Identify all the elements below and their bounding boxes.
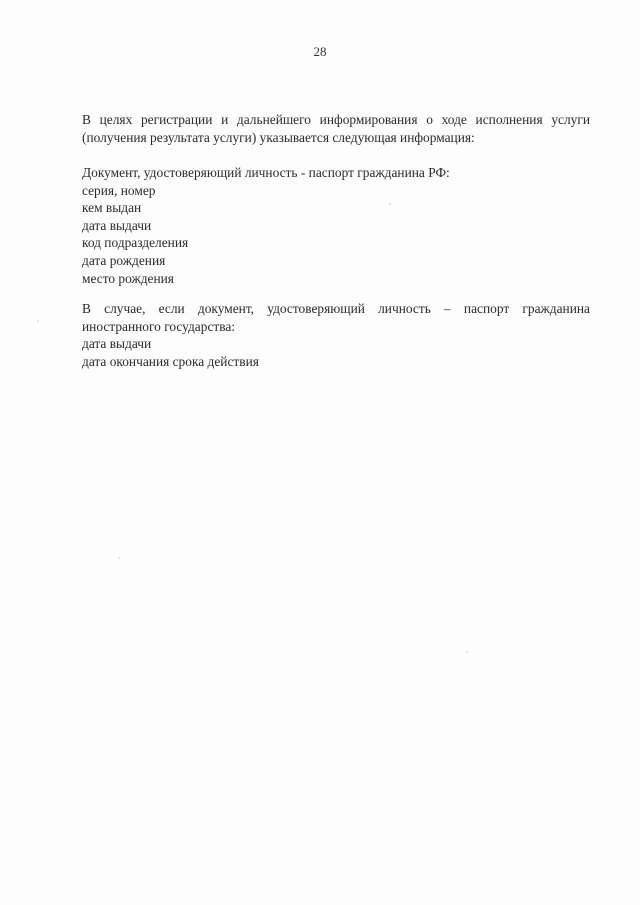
intro-line-2: (получения результата услуги) указывается следующая информация: — [82, 129, 475, 145]
intro-paragraph — [82, 111, 590, 146]
passport-rf-field-birth-date: дата рождения — [82, 252, 166, 268]
scan-speck — [466, 651, 468, 653]
scan-speck — [37, 320, 39, 322]
passport-rf-section — [82, 164, 590, 287]
passport-foreign-section — [82, 300, 590, 370]
scan-speck — [118, 557, 120, 559]
passport-foreign-field-expiry-date: дата окончания срока действия — [82, 353, 259, 369]
passport-rf-field-birth-place: место рождения — [82, 270, 174, 286]
passport-rf-field-series-number: серия, номер — [82, 182, 156, 198]
passport-rf-field-division-code: код подразделения — [82, 235, 189, 251]
passport-foreign-field-issue-date: дата выдачи — [82, 336, 152, 352]
passport-rf-field-issue-date: дата выдачи — [82, 217, 152, 233]
intro-line-1: В целях регистрации и дальнейшего информирования о ходе исполнения услуги — [82, 112, 590, 127]
passport-foreign-heading-line-2: иностранного государства: — [82, 318, 236, 334]
passport-foreign-heading-line-1: В случае, если документ, удостоверяющий личность – паспорт гражданина — [82, 301, 590, 316]
scan-speck — [389, 203, 391, 205]
page-number: 28 — [313, 44, 327, 59]
passport-rf-field-issued-by: кем выдан — [82, 200, 142, 216]
passport-rf-heading: Документ, удостоверяющий личность - паспорт гражданина РФ: — [82, 165, 450, 180]
